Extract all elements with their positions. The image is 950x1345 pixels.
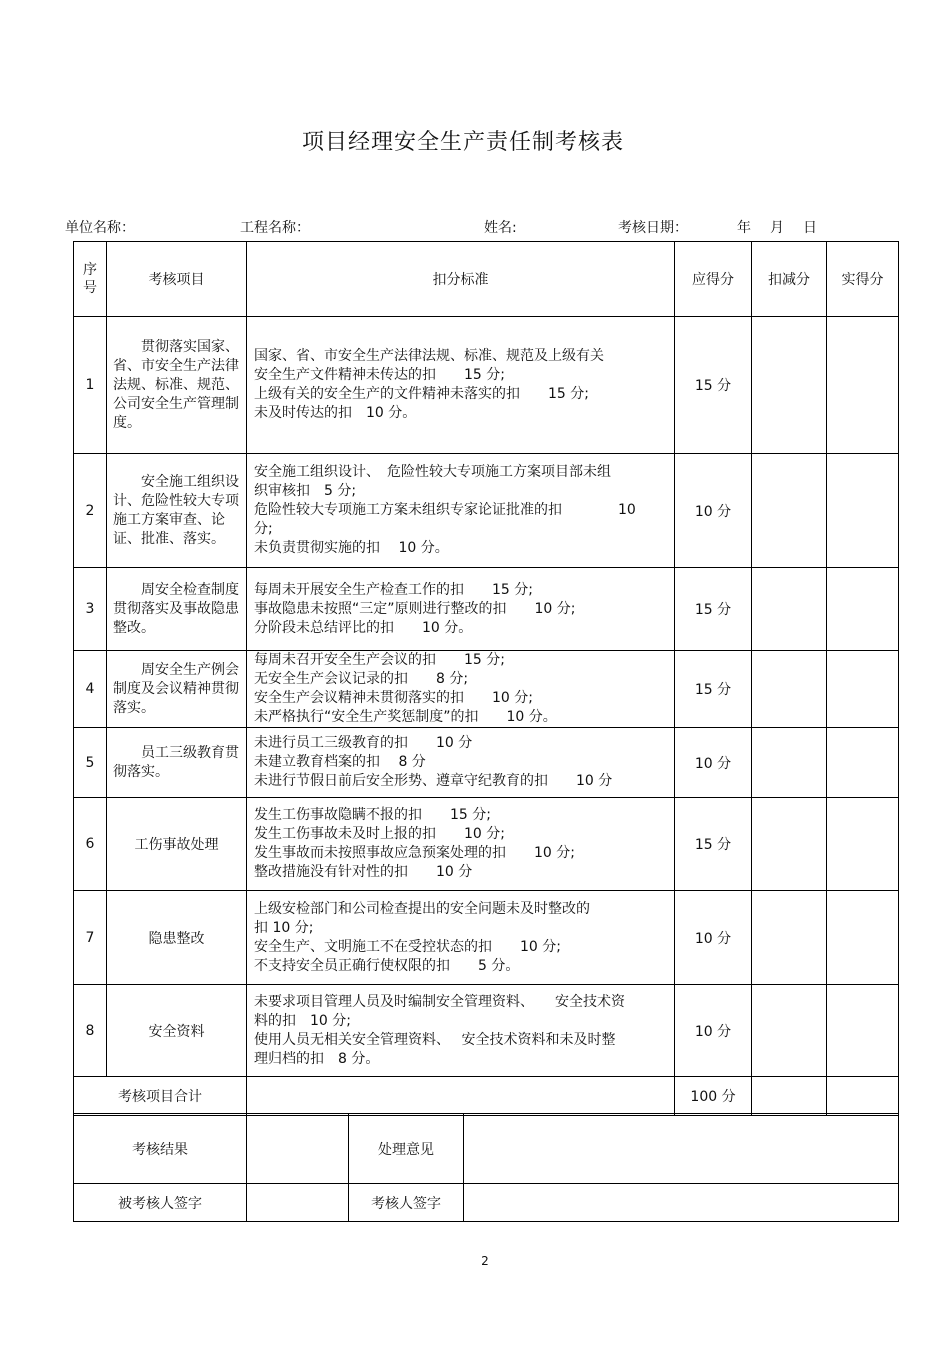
unit-label: 单位名称： [65, 220, 135, 236]
signature-row [74, 1184, 899, 1222]
header-deduct: 扣减分 [752, 242, 827, 317]
standard-line: 安全生产、文明施工不在受控状态的扣 10 分; [254, 938, 561, 955]
row-actual-cell[interactable] [827, 568, 899, 651]
row-deduct-cell[interactable] [752, 568, 827, 651]
table-row [74, 985, 899, 1077]
row-due: 10 分 [675, 728, 752, 798]
assessor-sign-cell[interactable] [464, 1184, 899, 1222]
row-deduct-cell[interactable] [752, 985, 827, 1077]
row-actual-cell[interactable] [827, 798, 899, 891]
standard-line: 分; [254, 521, 273, 537]
row-due: 10 分 [675, 891, 752, 985]
row-actual-cell[interactable] [827, 891, 899, 985]
row-item-text: 周安全检查制度贯彻落实及事故隐患整改。 [113, 581, 239, 636]
standard-line: 国家、省、市安全生产法律法规、标准、规范及上级有关 [254, 348, 604, 364]
opinion-cell[interactable] [464, 1114, 899, 1184]
row-standard [247, 891, 675, 985]
standard-line: 每周未开展安全生产检查工作的扣 15 分; [254, 581, 533, 598]
standard-line: 每周未召开安全生产会议的扣 15 分; [254, 652, 505, 668]
table-row [74, 891, 899, 985]
total-actual-cell[interactable] [827, 1077, 899, 1116]
standard-line: 无安全生产会议记录的扣 8 分; [254, 671, 469, 687]
row-deduct-cell[interactable] [752, 798, 827, 891]
row-standard [247, 317, 675, 454]
row-actual-cell[interactable] [827, 651, 899, 728]
row-item [107, 568, 247, 651]
standard-line: 上级安检部门和公司检查提出的安全问题未及时整改的 [254, 900, 590, 917]
row-item [107, 317, 247, 454]
row-deduct-cell[interactable] [752, 728, 827, 798]
assessee-sign-label: 被考核人签字 [74, 1184, 247, 1222]
standard-line: 发生事故而未按照事故应急预案处理的扣 10 分; [254, 845, 575, 861]
row-item [107, 728, 247, 798]
row-seq: 8 [74, 985, 107, 1077]
row-standard [247, 728, 675, 798]
result-row [74, 1114, 899, 1184]
name-label: 姓名: [484, 220, 517, 236]
row-seq: 5 [74, 728, 107, 798]
row-actual-cell[interactable] [827, 728, 899, 798]
standard-line: 未建立教育档案的扣 8 分 [254, 754, 426, 770]
row-deduct-cell[interactable] [752, 651, 827, 728]
page-title: 项目经理安全生产责任制考核表 [301, 130, 624, 155]
row-actual-cell[interactable] [827, 454, 899, 568]
standard-line: 发生工伤事故未及时上报的扣 10 分; [254, 826, 505, 842]
standard-line: 使用人员无相关安全管理资料、 安全技术资料和未及时整 [254, 1031, 616, 1048]
row-item [107, 454, 247, 568]
standard-line: 扣 10 分; [254, 919, 314, 936]
standard-line: 事故隐患未按照“三定”原则进行整改的扣 10 分; [254, 600, 576, 617]
header-row [74, 242, 899, 317]
standard-line: 未负责贯彻实施的扣 10 分。 [254, 540, 449, 556]
standard-line: 未进行员工三级教育的扣 10 分 [254, 735, 473, 751]
page-number: 2 [481, 1254, 489, 1268]
row-actual-cell[interactable] [827, 317, 899, 454]
row-due: 15 分 [675, 317, 752, 454]
total-row [74, 1077, 899, 1116]
row-standard [247, 454, 675, 568]
table-row [74, 651, 899, 728]
assessee-sign-cell[interactable] [247, 1184, 349, 1222]
row-standard [247, 568, 675, 651]
result-cell[interactable] [247, 1114, 349, 1184]
standard-line: 不支持安全员正确行使权限的扣 5 分。 [254, 957, 520, 974]
row-standard [247, 985, 675, 1077]
date-label: 考核日期： [618, 220, 688, 236]
signature-table [73, 1113, 899, 1222]
row-item-text: 员工三级教育贯彻落实。 [113, 744, 239, 780]
row-seq: 2 [74, 454, 107, 568]
row-deduct-cell[interactable] [752, 317, 827, 454]
total-standard-cell [247, 1077, 675, 1116]
row-due: 15 分 [675, 568, 752, 651]
row-seq: 7 [74, 891, 107, 985]
total-deduct-cell[interactable] [752, 1077, 827, 1116]
row-item-text: 贯彻落实国家、省、市安全生产法律法规、标准、规范、公司安全生产管理制度。 [113, 338, 239, 431]
standard-line: 上级有关的安全生产的文件精神未落实的扣 15 分; [254, 386, 589, 402]
row-seq: 4 [74, 651, 107, 728]
standard-line: 未及时传达的扣 10 分。 [254, 405, 417, 421]
table-row [74, 454, 899, 568]
row-deduct-cell[interactable] [752, 454, 827, 568]
standard-line: 危险性较大专项施工方案未组织专家论证批准的扣 10 [254, 502, 636, 518]
header-due: 应得分 [675, 242, 752, 317]
standard-line: 分阶段未总结评比的扣 10 分。 [254, 619, 473, 636]
standard-line: 安全生产文件精神未传达的扣 15 分; [254, 367, 505, 383]
row-item [107, 651, 247, 728]
opinion-label: 处理意见 [349, 1114, 464, 1184]
assessor-sign-label: 考核人签字 [349, 1184, 464, 1222]
header-actual: 实得分 [827, 242, 899, 317]
row-standard [247, 798, 675, 891]
row-deduct-cell[interactable] [752, 891, 827, 985]
row-item: 安全资料 [107, 985, 247, 1077]
date-month: 月 [770, 220, 784, 236]
standard-line: 安全生产会议精神未贯彻落实的扣 10 分; [254, 690, 533, 706]
standard-line: 未严格执行“安全生产奖惩制度”的扣 10 分。 [254, 709, 557, 725]
table-row [74, 728, 899, 798]
standard-line: 发生工伤事故隐瞒不报的扣 15 分; [254, 807, 491, 823]
standard-line: 未要求项目管理人员及时编制安全管理资料、 安全技术资 [254, 993, 625, 1010]
total-due: 100 分 [675, 1077, 752, 1116]
result-label: 考核结果 [74, 1114, 247, 1184]
standard-line: 织审核扣 5 分; [254, 483, 357, 499]
row-item: 工伤事故处理 [107, 798, 247, 891]
assessment-table [73, 241, 899, 1116]
date-day: 日 [803, 220, 817, 236]
table-row [74, 568, 899, 651]
standard-line: 理归档的扣 8 分。 [254, 1050, 380, 1067]
row-standard [247, 651, 675, 728]
row-due: 10 分 [675, 454, 752, 568]
row-seq: 6 [74, 798, 107, 891]
row-actual-cell[interactable] [827, 985, 899, 1077]
row-item-text: 安全施工组织设计、危险性较大专项施工方案审查、论证、批准、落实。 [113, 473, 239, 547]
row-item-text: 周安全生产例会制度及会议精神贯彻落实。 [113, 661, 239, 716]
total-label: 考核项目合计 [74, 1077, 247, 1116]
table-row [74, 317, 899, 454]
table-row [74, 798, 899, 891]
standard-line: 整改措施没有针对性的扣 10 分 [254, 864, 473, 880]
date-year: 年 [737, 220, 751, 236]
row-due: 15 分 [675, 651, 752, 728]
row-seq: 1 [74, 317, 107, 454]
row-seq: 3 [74, 568, 107, 651]
standard-line: 安全施工组织设计、 危险性较大专项施工方案项目部未组 [254, 464, 611, 480]
standard-line: 未进行节假日前后安全形势、遵章守纪教育的扣 10 分 [254, 773, 613, 789]
header-seq: 序号 [74, 242, 107, 317]
row-item: 隐患整改 [107, 891, 247, 985]
project-label: 工程名称： [240, 220, 310, 236]
header-item: 考核项目 [107, 242, 247, 317]
header-standard: 扣分标准 [247, 242, 675, 317]
standard-line: 料的扣 10 分; [254, 1012, 351, 1029]
row-due: 10 分 [675, 985, 752, 1077]
row-due: 15 分 [675, 798, 752, 891]
